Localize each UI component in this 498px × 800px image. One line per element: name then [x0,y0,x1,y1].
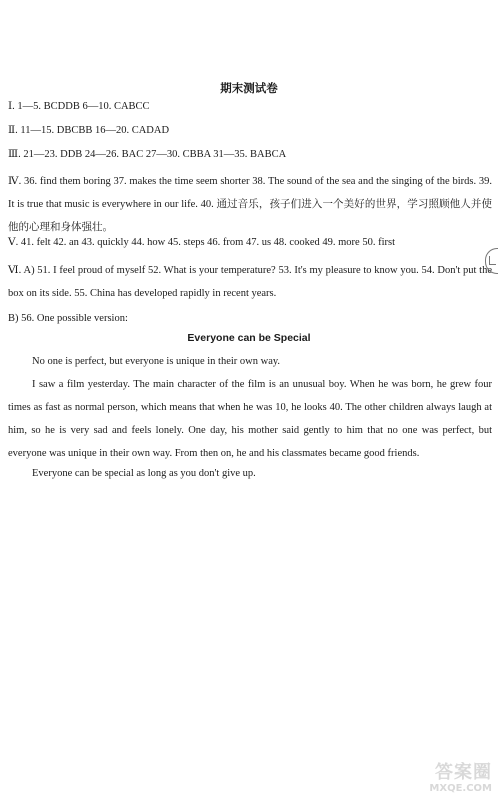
answers-part-6a: Ⅵ. A) 51. I feel proud of myself 52. What is your temperature? 53. It's my pleasure to know you. 54. Don't put the box on its side. 55. China has developed rapidly in recent years. [8,265,492,299]
essay-title: Everyone can be Special [187,332,311,344]
answers-part-2: Ⅱ. 11—15. DBCBB 16—20. CADAD [8,125,170,136]
watermark-logo [402,758,492,794]
essay-paragraph-1: No one is perfect, but everyone is unique in their own way. [32,356,281,367]
essay-paragraph-3: Everyone can be special as long as you don't give up. [32,468,256,479]
answers-part-3: Ⅲ. 21—23. DDB 24—26. BAC 27—30. CBBA 31—35. BABCA [8,149,287,160]
page-title: 期末测试卷 [220,81,278,95]
answers-part-5: Ⅴ. 41. felt 42. an 43. quickly 44. how 45. steps 46. from 47. us 48. cooked 49. more 50. first [8,237,395,248]
watermark-text: 答案圈 [435,762,492,783]
answers-part-1: Ⅰ. 1—5. BCDDB 6—10. CABCC [8,101,150,112]
watermark-url: MXQE.COM [429,783,492,794]
answers-part-6b: B) 56. One possible version: [8,313,128,324]
answers-part-4: Ⅳ. 36. find them boring 37. makes the time seem shorter 38. The sound of the sea and the singing of the birds. 39. It is true that music is everywhere in our life. 40. 通过音乐，孩子们进入一个美好的世界，学习照顾他人并使他的心理和身体强壮。 [8,176,492,233]
essay-paragraph-2: I saw a film yesterday. The main character of the film is an unusual boy. When he was born, he grew four times as fast as normal person, which means that when he was 10, he looks 40. The other children always laugh at him, so he is very sad and feels lonely. One day, his mother said gently to him that no one was perfect, but everyone was unique in their own way. From then on, he and his classmates became good friends. [8,379,492,459]
